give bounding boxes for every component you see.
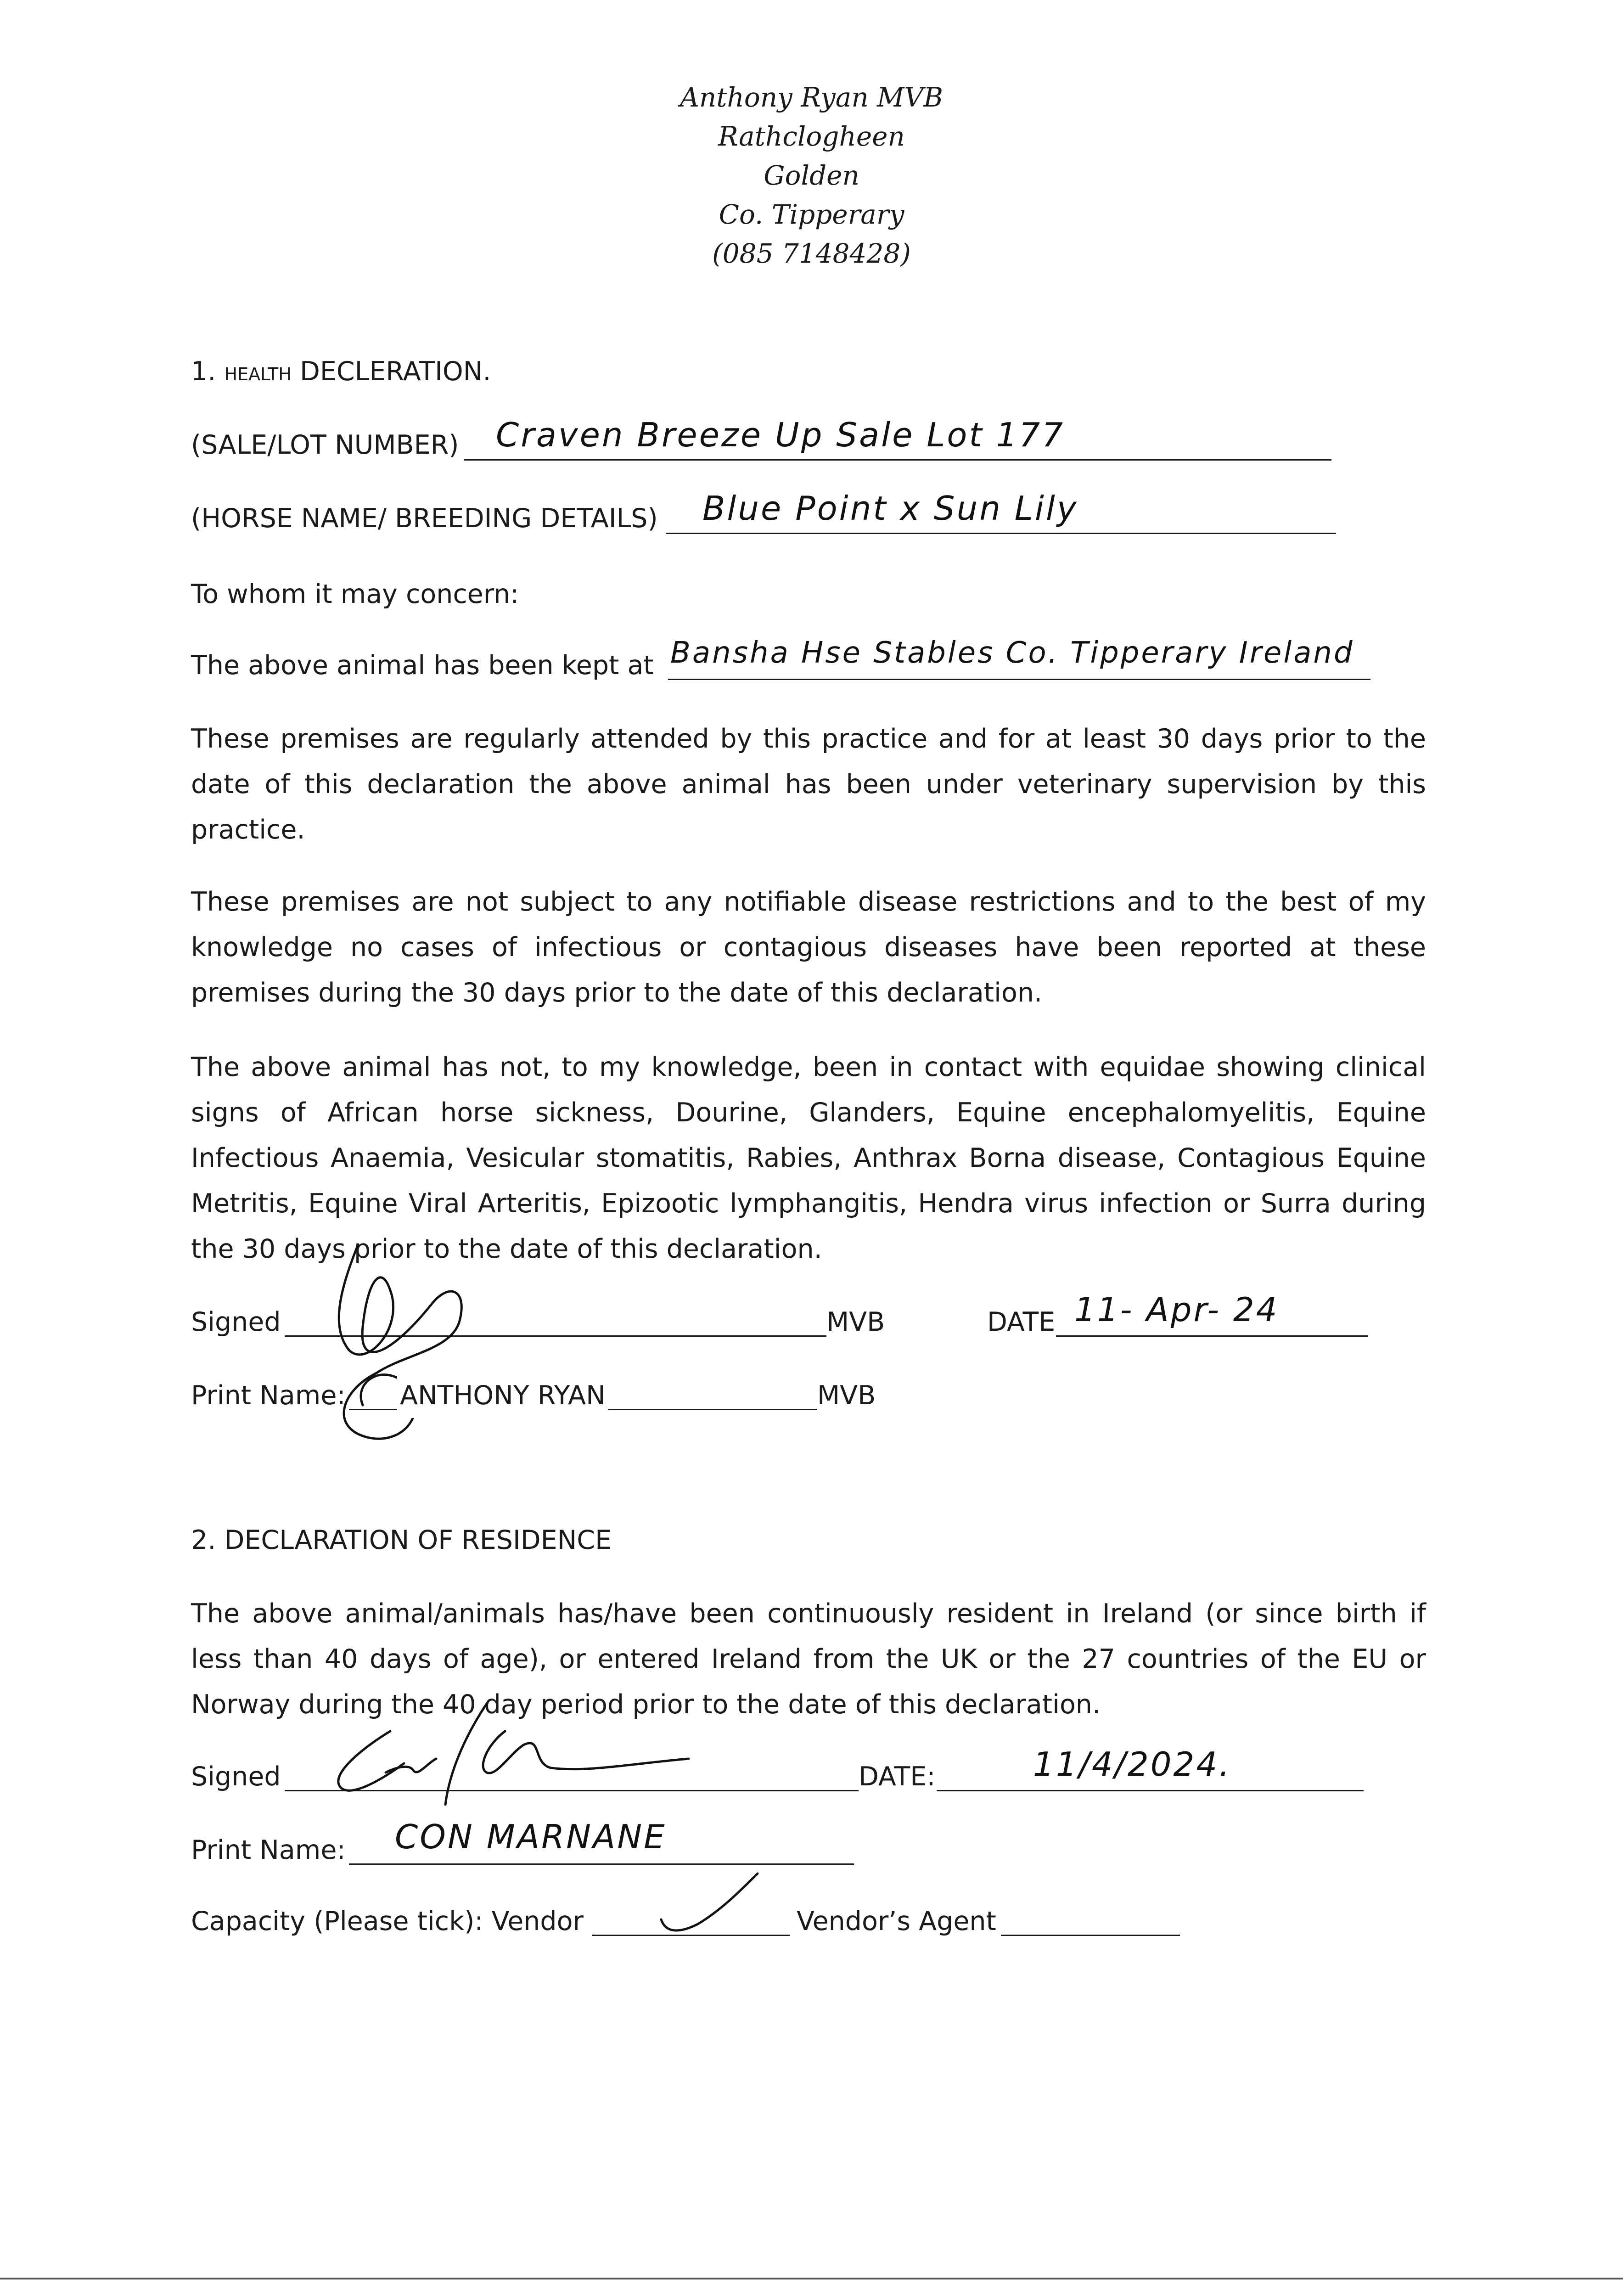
kept-at-label: The above animal has been kept at <box>191 650 654 681</box>
vendor-tick-mark[interactable] <box>652 1874 762 1938</box>
vendor-date-label: DATE: <box>859 1761 936 1792</box>
vet-print-mvb-suffix: MVB <box>817 1380 876 1411</box>
supervision-paragraph: These premises are regularly attended by this practice and for at least 30 days prior to the date of this declaration the above animal has been under veterinary supervision by this practice. <box>191 724 1426 845</box>
vendor-print-name-label: Print Name: <box>191 1835 346 1865</box>
health-heading-number: 1. <box>191 356 216 387</box>
health-heading <box>191 349 491 397</box>
letterhead-townland: Rathclogheen <box>718 121 905 152</box>
sale-lot-label: (SALE/LOT NUMBER) <box>191 430 459 460</box>
page-bottom-edge <box>0 2278 1623 2279</box>
vendor-print-name-value[interactable]: CON MARNANE <box>395 1818 667 1856</box>
sale-lot-line <box>464 459 1331 461</box>
agent-label: Vendor’s Agent <box>797 1906 996 1936</box>
vet-signed-label: Signed <box>191 1307 281 1337</box>
letterhead-town: Golden <box>764 160 859 191</box>
letterhead-county: Co. Tipperary <box>719 199 904 230</box>
vet-date-line <box>1056 1335 1368 1337</box>
vendor-print-name-line <box>349 1863 854 1865</box>
vendor-signature[interactable] <box>312 1694 725 1814</box>
letterhead-name: Anthony Ryan MVB <box>680 82 943 113</box>
vendor-date-value[interactable]: 11/4/2024. <box>1033 1745 1232 1784</box>
health-heading-small: HEALTH <box>224 364 292 384</box>
horse-name-line <box>666 533 1336 534</box>
capacity-label: Capacity (Please tick): Vendor <box>191 1906 584 1936</box>
horse-name-value[interactable]: Blue Point x Sun Lily <box>702 489 1078 528</box>
vet-date-label: DATE <box>987 1307 1056 1337</box>
sale-lot-value[interactable]: Craven Breeze Up Sale Lot 177 <box>496 416 1065 454</box>
kept-at-line <box>668 679 1370 680</box>
restrictions-paragraph: These premises are not subject to any notifiable disease restrictions and to the best of my knowledge no cases of infectious or contagious diseases have been reported at these premises during the 30 days prior to the date of this declaration. <box>191 887 1426 1008</box>
kept-at-value[interactable]: Bansha Hse Stables Co. Tipperary Ireland <box>670 636 1354 670</box>
health-heading-text: DECLERATION. <box>299 356 491 387</box>
residence-paragraph: The above animal/animals has/have been continuously resident in Ireland (or since birth if less than 40 days of age), or entered Ireland from the UK or the 27 countries of the EU or Norway during the 40 day period prior to the date of this declaration. <box>191 1598 1426 1720</box>
contact-paragraph: The above animal has not, to my knowledge, been in contact with equidae showing clinical signs of African horse sickness, Dourine, Glanders, Equine encephalomyelitis, Equine Infectious Anaemia, Vesicular stomatitis, Rabies, Anthrax Borna disease, Contagious Equine Metritis, Equine Viral Arteritis, Epizootic lymphangitis, Hendra virus infection or Surra during the 30 days prior to the date of this declaration. <box>191 1052 1426 1264</box>
vendor-date-line <box>937 1790 1364 1791</box>
agent-tick-line[interactable] <box>1001 1935 1180 1936</box>
vet-date-value[interactable]: 11- Apr- 24 <box>1074 1290 1279 1329</box>
vet-mvb-suffix: MVB <box>826 1307 885 1337</box>
vet-print-name-value: ANTHONY RYAN <box>397 1373 608 1418</box>
residence-heading: 2. DECLARATION OF RESIDENCE <box>191 1525 612 1555</box>
vet-print-name-label: Print Name: <box>191 1380 346 1411</box>
to-whom-text: To whom it may concern: <box>191 579 519 609</box>
vendor-signed-label: Signed <box>191 1761 281 1792</box>
horse-name-label: (HORSE NAME/ BREEDING DETAILS) <box>191 503 658 534</box>
letterhead-phone: (085 7148428) <box>712 238 911 269</box>
